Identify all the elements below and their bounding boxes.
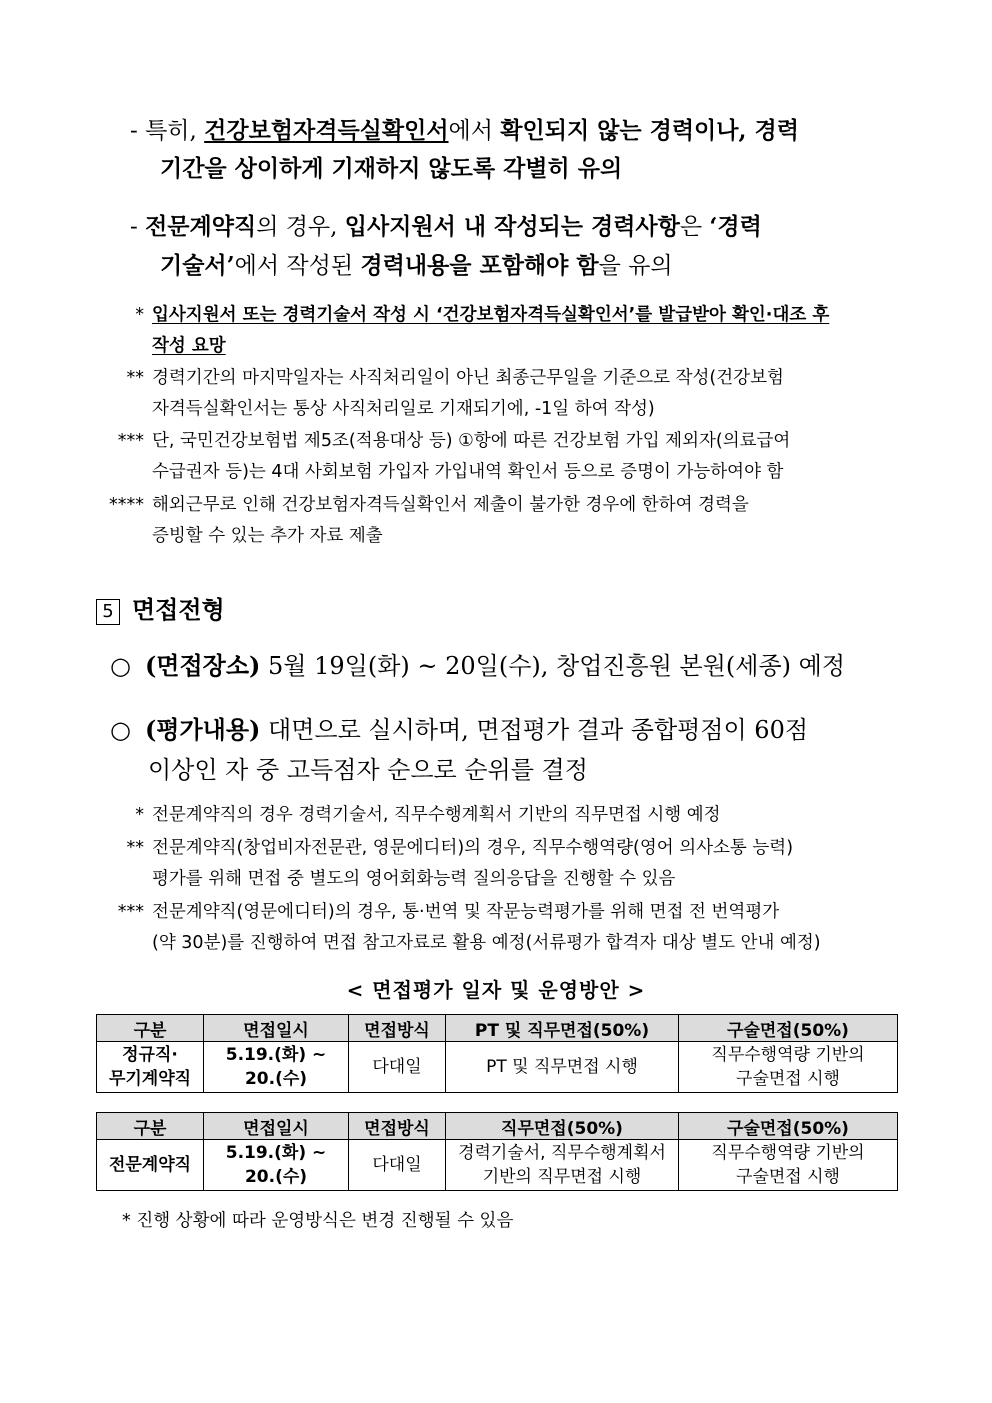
note-1-line-1: 전문계약직의 경우 경력기술서, 직무수행계획서 기반의 직무면접 시행 예정 [152,805,721,825]
dash-paragraph-1-line-2 [160,150,622,188]
note-2-line-2: 자격득실확인서는 통상 사직처리일로 기재되기에, -1일 하여 작성) [152,399,655,419]
dash-paragraph-2-line-2 [160,247,673,285]
note-1-line-1 [152,300,829,331]
cell-date [204,1042,349,1093]
emphasis-bold: ‘경력 [709,213,762,240]
paragraph-label: (평가내용) [144,715,261,744]
interview-table-regular [96,1014,898,1093]
circle-bullet: ○ [110,652,131,680]
header-interview-method: 면접방식 [349,1015,446,1042]
note-marker: *** [117,431,144,451]
dash-paragraph-2-line-1 [130,208,762,246]
cell-method: 다대일 [349,1140,446,1191]
cell-line: 20.(수) [244,1069,308,1089]
header-interview-method: 면접방식 [349,1113,446,1140]
text: - 특히, [130,118,205,144]
text: 의 경우, [256,214,345,240]
circle-paragraph-2-line-2: 이상인 자 중 고득점자 순으로 순위를 결정 [148,756,588,784]
cell-oral [679,1042,898,1093]
cell-line: 직무수행역량 기반의 [711,1045,865,1065]
cell-line: 20.(수) [244,1167,308,1187]
section-5-title [96,590,225,625]
emphasis-bold: 경력내용을 포함해야 함 [360,252,599,279]
cell-line: 구술면접 시행 [736,1069,840,1089]
cell-line: 직무수행역량 기반의 [711,1143,865,1163]
header-oral-interview: 구술면접(50%) [679,1113,898,1140]
note-3-line-2: 수급권자 등)는 4대 사회보험 가입자 가입내역 확인서 등으로 증명이 가능하여야 함 [152,462,784,482]
emphasis-bold: 입사지원서 내 작성되는 경력사항 [344,213,680,240]
cell-date [204,1140,349,1191]
cell-line: 무기계약직 [108,1069,192,1089]
cell-line: 정규직· [122,1045,178,1065]
paragraph-text: 대면으로 실시하며, 면접평가 결과 종합평점이 60점 [260,716,809,744]
cell-method: 다대일 [349,1042,446,1093]
note-2-line-2: 평가를 위해 면접 중 별도의 영어회화능력 질의응답을 진행할 수 있음 [152,869,676,889]
header-category: 구분 [97,1015,204,1042]
paragraph-label: (면접장소) [144,651,261,680]
emphasis-bold: 기간을 상이하게 기재하지 않도록 각별히 유의 [160,155,623,182]
cell-job [446,1140,679,1191]
header-interview-date: 면접일시 [204,1113,349,1140]
text: 을 유의 [598,253,673,279]
note-marker: * [135,805,144,825]
emphasis-bold: 확인되지 않는 경력이나, 경력 [500,117,799,144]
header-oral-interview: 구술면접(50%) [679,1015,898,1042]
cell-line: 기반의 직무면접 시행 [482,1167,642,1187]
emphasis-bold: 전문계약직 [145,213,257,240]
note-4-line-1: 해외근무로 인해 건강보험자격득실확인서 제출이 불가한 경우에 한하여 경력을 [152,495,749,515]
header-interview-date: 면접일시 [204,1015,349,1042]
footnote: * 진행 상황에 따라 운영방식은 변경 진행될 수 있음 [122,1211,514,1231]
note-2-line-1: 전문계약직(창업비자전문관, 영문에디터)의 경우, 직무수행역량(영어 의사소통 능력) [152,838,794,858]
note-marker: ** [126,838,144,858]
note-marker: ** [126,368,144,388]
emphasis-underline: 건강보험자격득실확인서 [204,117,449,144]
note-marker: * [135,305,144,325]
text: 에서 작성된 [234,253,361,279]
cell-category: 전문계약직 [97,1140,204,1191]
note-3-line-1: 단, 국민건강보험법 제5조(적용대상 등) ①항에 따른 건강보험 가입 제외자(의료급여 [152,431,791,451]
cell-line: 경력기술서, 직무수행계획서 [458,1143,666,1163]
cell-category [97,1042,204,1093]
emphasis-bold: 기술서’ [160,252,235,279]
table-header-row [97,1113,898,1140]
paragraph-text: 5월 19일(화) ~ 20일(수), 창업진흥원 본원(세종) 예정 [260,652,846,680]
cell-line: 5.19.(화) ~ [225,1143,327,1163]
cell-line: 구술면접 시행 [736,1167,840,1187]
circle-paragraph-1 [110,646,845,686]
text: 은 [679,214,710,240]
note-marker: **** [109,495,144,515]
interview-table-professional [96,1112,898,1191]
cell-line: 5.19.(화) ~ [225,1045,327,1065]
circle-paragraph-2-line-1 [110,710,808,750]
note-text: 입사지원서 또는 경력기술서 작성 시 ‘건강보험자격득실확인서’를 발급받아 확인·대조 후 [152,305,830,325]
header-pt-job-interview: PT 및 직무면접(50%) [446,1015,679,1042]
note-text: 작성 요망 [152,336,226,356]
cell-pt-job: PT 및 직무면접 시행 [446,1042,679,1093]
note-4-line-2: 증빙할 수 있는 추가 자료 제출 [152,526,383,546]
note-3-line-1: 전문계약직(영문에디터)의 경우, 통·번역 및 작문능력평가를 위해 면접 전 번역평가 [152,902,780,922]
table-title: < 면접평가 일자 및 운영방안 > [346,978,646,1002]
section-title-text: 면접전형 [132,595,225,624]
text: 에서 [448,118,501,144]
section-number-box: 5 [96,599,120,625]
cell-oral [679,1140,898,1191]
note-2-line-1: 경력기간의 마지막일자는 사직처리일이 아닌 최종근무일을 기준으로 작성(건강보험 [152,368,784,388]
circle-bullet: ○ [110,716,131,744]
table-row [97,1042,898,1093]
text: - [130,214,146,240]
header-category: 구분 [97,1113,204,1140]
note-3-line-2: (약 30분)를 진행하여 면접 참고자료로 활용 예정(서류평가 합격자 대상 별도 안내 예정) [152,933,821,953]
note-1-line-2 [152,331,226,362]
table-header-row [97,1015,898,1042]
note-marker: *** [117,902,144,922]
table-row [97,1140,898,1191]
dash-paragraph-1-line-1 [130,112,799,150]
header-job-interview: 직무면접(50%) [446,1113,679,1140]
